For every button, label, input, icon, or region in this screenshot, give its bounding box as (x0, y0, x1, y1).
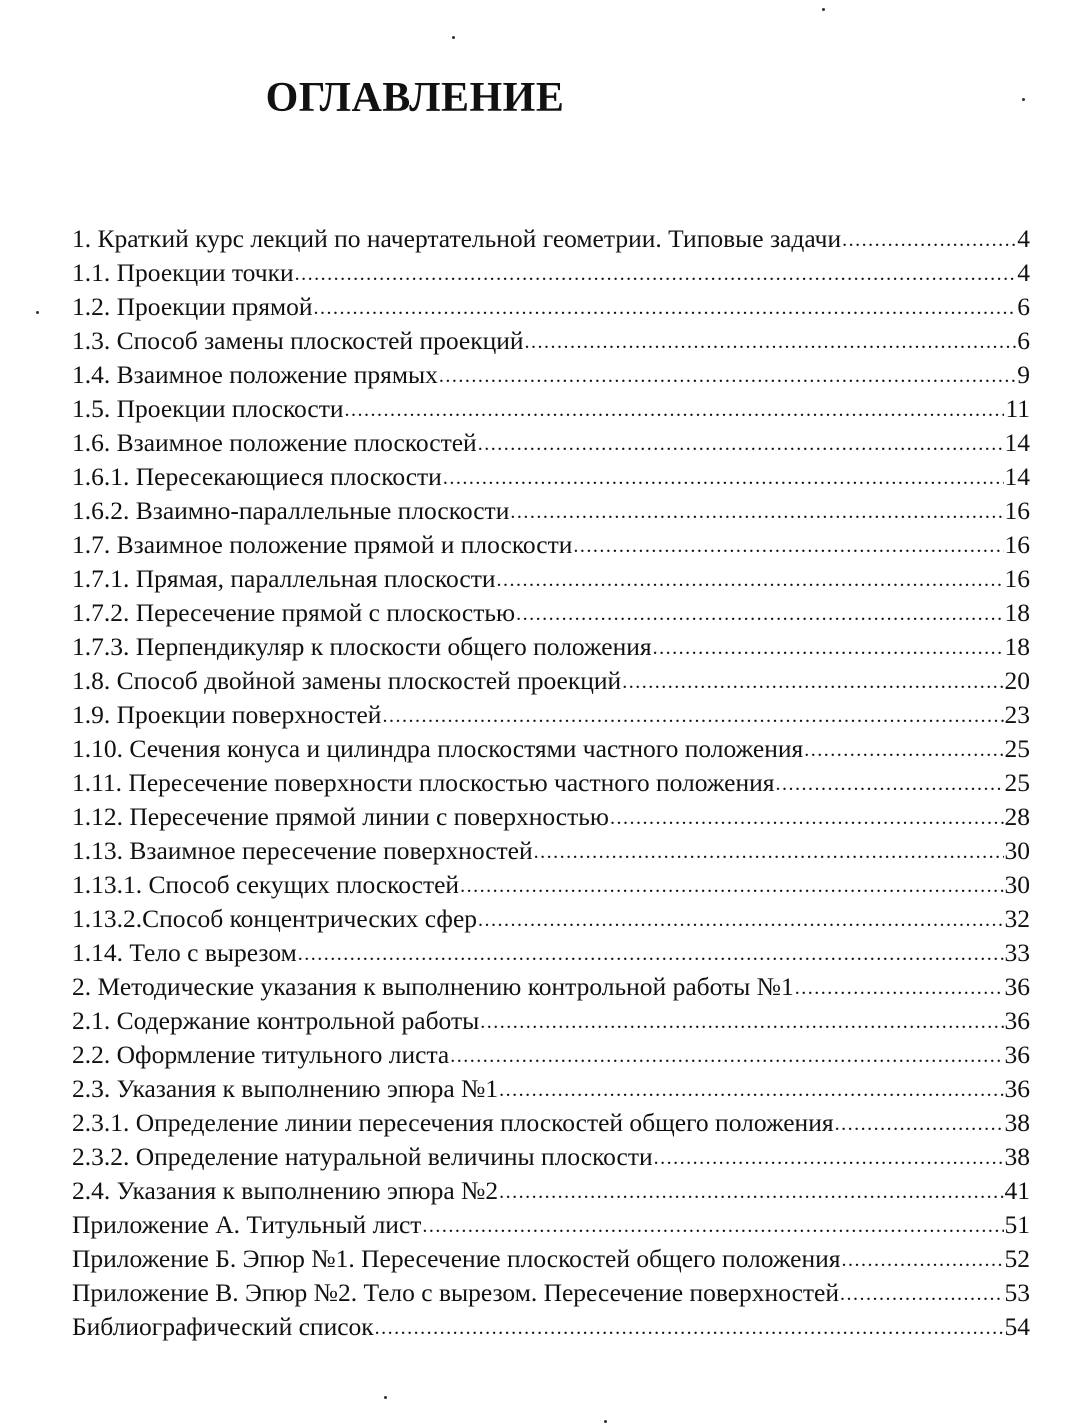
toc-entry (72, 596, 1030, 630)
toc-entry-label: 1.11. Пересечение поверхности плоскостью частного положения (72, 768, 775, 797)
scan-speck (36, 311, 39, 314)
dot-leader (497, 561, 1004, 597)
dot-leader (460, 867, 1003, 903)
toc-entry-page-number: 18 (1004, 632, 1030, 661)
scan-speck (1022, 98, 1025, 101)
toc-entry-page-number: 30 (1004, 870, 1030, 899)
toc-entry-page-number: 41 (1004, 1176, 1030, 1205)
toc-entry-page-number: 25 (1004, 768, 1030, 797)
dot-leader (516, 595, 1003, 631)
toc-entry-page-number: 16 (1004, 530, 1030, 559)
dot-leader (842, 221, 1016, 257)
page-title: ОГЛАВЛЕНИЕ (265, 75, 565, 121)
dot-leader (375, 1309, 1004, 1345)
toc-entry-label: Приложение В. Эпюр №2. Тело с вырезом. Пересечение поверхностей (72, 1278, 840, 1307)
toc-entry-page-number: 36 (1004, 972, 1030, 1001)
dot-leader (795, 969, 1004, 1005)
dot-leader (804, 731, 1003, 767)
toc-entry-page-number: 20 (1004, 666, 1030, 695)
toc-entry-page-number: 36 (1004, 1040, 1030, 1069)
toc-entry-page-number: 16 (1004, 496, 1030, 525)
toc-entry-label: 1.7.3. Перпендикуляр к плоскости общего положения (72, 632, 652, 661)
dot-leader (345, 391, 1005, 427)
toc-entry-label: 1. Краткий курс лекций по начертательной геометрии. Типовые задачи (72, 224, 842, 253)
toc-entry-page-number: 30 (1004, 836, 1030, 865)
dot-leader (480, 1003, 1003, 1039)
toc-entry-page-number: 14 (1004, 428, 1030, 457)
toc-entry-label: 1.7.1. Прямая, параллельная плоскости (72, 564, 496, 593)
toc-entry-page-number: 52 (1004, 1244, 1030, 1273)
dot-leader (654, 1139, 1004, 1175)
toc-entry-page-number: 51 (1004, 1210, 1030, 1239)
toc-entry-label: 1.13. Взаимное пересечение поверхностей (72, 836, 533, 865)
toc-entry (72, 732, 1030, 766)
toc-entry (72, 630, 1030, 664)
toc-entry (72, 494, 1030, 528)
toc-entry-label: 1.4. Взаимное положение прямых (72, 360, 438, 389)
toc-entry-page-number: 54 (1004, 1312, 1030, 1341)
scan-speck (452, 36, 455, 39)
toc-entry-label: 2. Методические указания к выполнению контрольной работы №1 (72, 972, 794, 1001)
dot-leader (525, 323, 1017, 359)
dot-leader (510, 493, 1003, 529)
toc-entry-page-number: 4 (1017, 258, 1030, 287)
toc-entry-label: 1.14. Тело с вырезом (72, 938, 297, 967)
toc-entry-page-number: 6 (1017, 292, 1030, 321)
toc-entry-label: 1.7.2. Пересечение прямой с плоскостью (72, 598, 516, 627)
toc-entry-page-number: 25 (1004, 734, 1030, 763)
toc-entry-label: 2.3. Указания к выполнению эпюра №1 (72, 1074, 499, 1103)
dot-leader (573, 527, 1003, 563)
dot-leader (450, 1037, 1003, 1073)
toc-entry (72, 664, 1030, 698)
toc-entry (72, 1038, 1030, 1072)
toc-entry-page-number: 38 (1004, 1108, 1030, 1137)
toc-entry-label: 1.13.1. Способ секущих плоскостей (72, 870, 460, 899)
toc-entry-label: 1.6. Взаимное положение плоскостей (72, 428, 477, 457)
dot-leader (382, 697, 1003, 733)
toc-entry (72, 766, 1030, 800)
toc-entry-label: 1.12. Пересечение прямой линии с поверхностью (72, 802, 609, 831)
toc-entry-page-number: 6 (1017, 326, 1030, 355)
toc-entry-label: 1.6.1. Пересекающиеся плоскости (72, 462, 442, 491)
dot-leader (295, 255, 1017, 291)
toc-entry (72, 562, 1030, 596)
toc-entry (72, 1276, 1030, 1310)
toc-entry (72, 358, 1030, 392)
toc-entry (72, 1174, 1030, 1208)
toc-entry (72, 256, 1030, 290)
toc-entry (72, 426, 1030, 460)
dot-leader (314, 289, 1017, 325)
dot-leader (478, 425, 1004, 461)
toc-entry-page-number: 36 (1004, 1074, 1030, 1103)
dot-leader (478, 901, 1003, 937)
toc-entry (72, 324, 1030, 358)
toc-entry-label: Приложение Б. Эпюр №1. Пересечение плоскостей общего положения (72, 1244, 841, 1273)
toc-entry-page-number: 14 (1004, 462, 1030, 491)
scan-speck (604, 1420, 607, 1423)
toc-entry (72, 1140, 1030, 1174)
toc-entry (72, 970, 1030, 1004)
toc-entry-page-number: 38 (1004, 1142, 1030, 1171)
dot-leader (842, 1241, 1004, 1277)
toc-entry (72, 1106, 1030, 1140)
toc-entry-page-number: 23 (1004, 700, 1030, 729)
toc-entry-label: 1.9. Проекции поверхностей (72, 700, 382, 729)
dot-leader (840, 1275, 1003, 1311)
dot-leader (499, 1071, 1003, 1107)
toc-entry-label: 1.2. Проекции прямой (72, 292, 313, 321)
toc-entry-label: 2.2. Оформление титульного листа (72, 1040, 450, 1069)
toc-entry-page-number: 18 (1004, 598, 1030, 627)
toc-entry-label: 1.6.2. Взаимно-параллельные плоскости (72, 496, 510, 525)
toc-entry-label: 1.5. Проекции плоскости (72, 394, 344, 423)
toc-entry (72, 800, 1030, 834)
toc-entry-label: 2.3.2. Определение натуральной величины плоскости (72, 1142, 653, 1171)
toc-entry (72, 1242, 1030, 1276)
dot-leader (439, 357, 1016, 393)
toc-entry-label: 1.8. Способ двойной замены плоскостей проекций (72, 666, 622, 695)
toc-entry-label: 2.1. Содержание контрольной работы (72, 1006, 480, 1035)
dot-leader (499, 1173, 1003, 1209)
toc-entry-page-number: 32 (1004, 904, 1030, 933)
dot-leader (622, 663, 1003, 699)
toc-entry (72, 290, 1030, 324)
toc-entry-page-number: 9 (1017, 360, 1030, 389)
toc-entry (72, 936, 1030, 970)
dot-leader (443, 459, 1004, 495)
toc-entry (72, 392, 1030, 426)
toc-entry (72, 902, 1030, 936)
toc-entry-label: 1.10. Сечения конуса и цилиндра плоскостями частного положения (72, 734, 804, 763)
dot-leader (534, 833, 1004, 869)
toc-entry (72, 1310, 1030, 1344)
toc-entry-page-number: 36 (1004, 1006, 1030, 1035)
dot-leader (422, 1207, 1003, 1243)
toc-entry-page-number: 4 (1017, 224, 1030, 253)
toc-entry-page-number: 53 (1004, 1278, 1030, 1307)
toc-entry-page-number: 28 (1004, 802, 1030, 831)
toc-entry-page-number: 11 (1005, 394, 1030, 423)
toc-entry (72, 698, 1030, 732)
toc-entry (72, 222, 1030, 256)
toc-entry (72, 1004, 1030, 1038)
toc-entry (72, 1208, 1030, 1242)
toc-entry-label: Приложение А. Титульный лист (72, 1210, 422, 1239)
toc-entry-label: 2.3.1. Определение линии пересечения плоскостей общего положения (72, 1108, 834, 1137)
dot-leader (610, 799, 1004, 835)
toc-entry-label: 1.1. Проекции точки (72, 258, 294, 287)
toc-entry-label: 1.7. Взаимное положение прямой и плоскости (72, 530, 573, 559)
toc-entry-label: Библиографический список (72, 1312, 374, 1341)
toc-entry-page-number: 33 (1004, 938, 1030, 967)
toc-entry (72, 460, 1030, 494)
scan-speck (384, 1396, 387, 1399)
toc-entry (72, 528, 1030, 562)
toc-entry-label: 2.4. Указания к выполнению эпюра №2 (72, 1176, 499, 1205)
toc-entry-page-number: 16 (1004, 564, 1030, 593)
toc-entry (72, 1072, 1030, 1106)
dot-leader (298, 935, 1004, 971)
scan-speck (822, 8, 825, 11)
toc-entry-label: 1.3. Способ замены плоскостей проекций (72, 326, 524, 355)
toc-entry (72, 834, 1030, 868)
dot-leader (835, 1105, 1004, 1141)
table-of-contents (72, 222, 1030, 1344)
dot-leader (653, 629, 1004, 665)
dot-leader (775, 765, 1003, 801)
toc-entry (72, 868, 1030, 902)
toc-entry-label: 1.13.2.Способ концентрических сфер (72, 904, 478, 933)
